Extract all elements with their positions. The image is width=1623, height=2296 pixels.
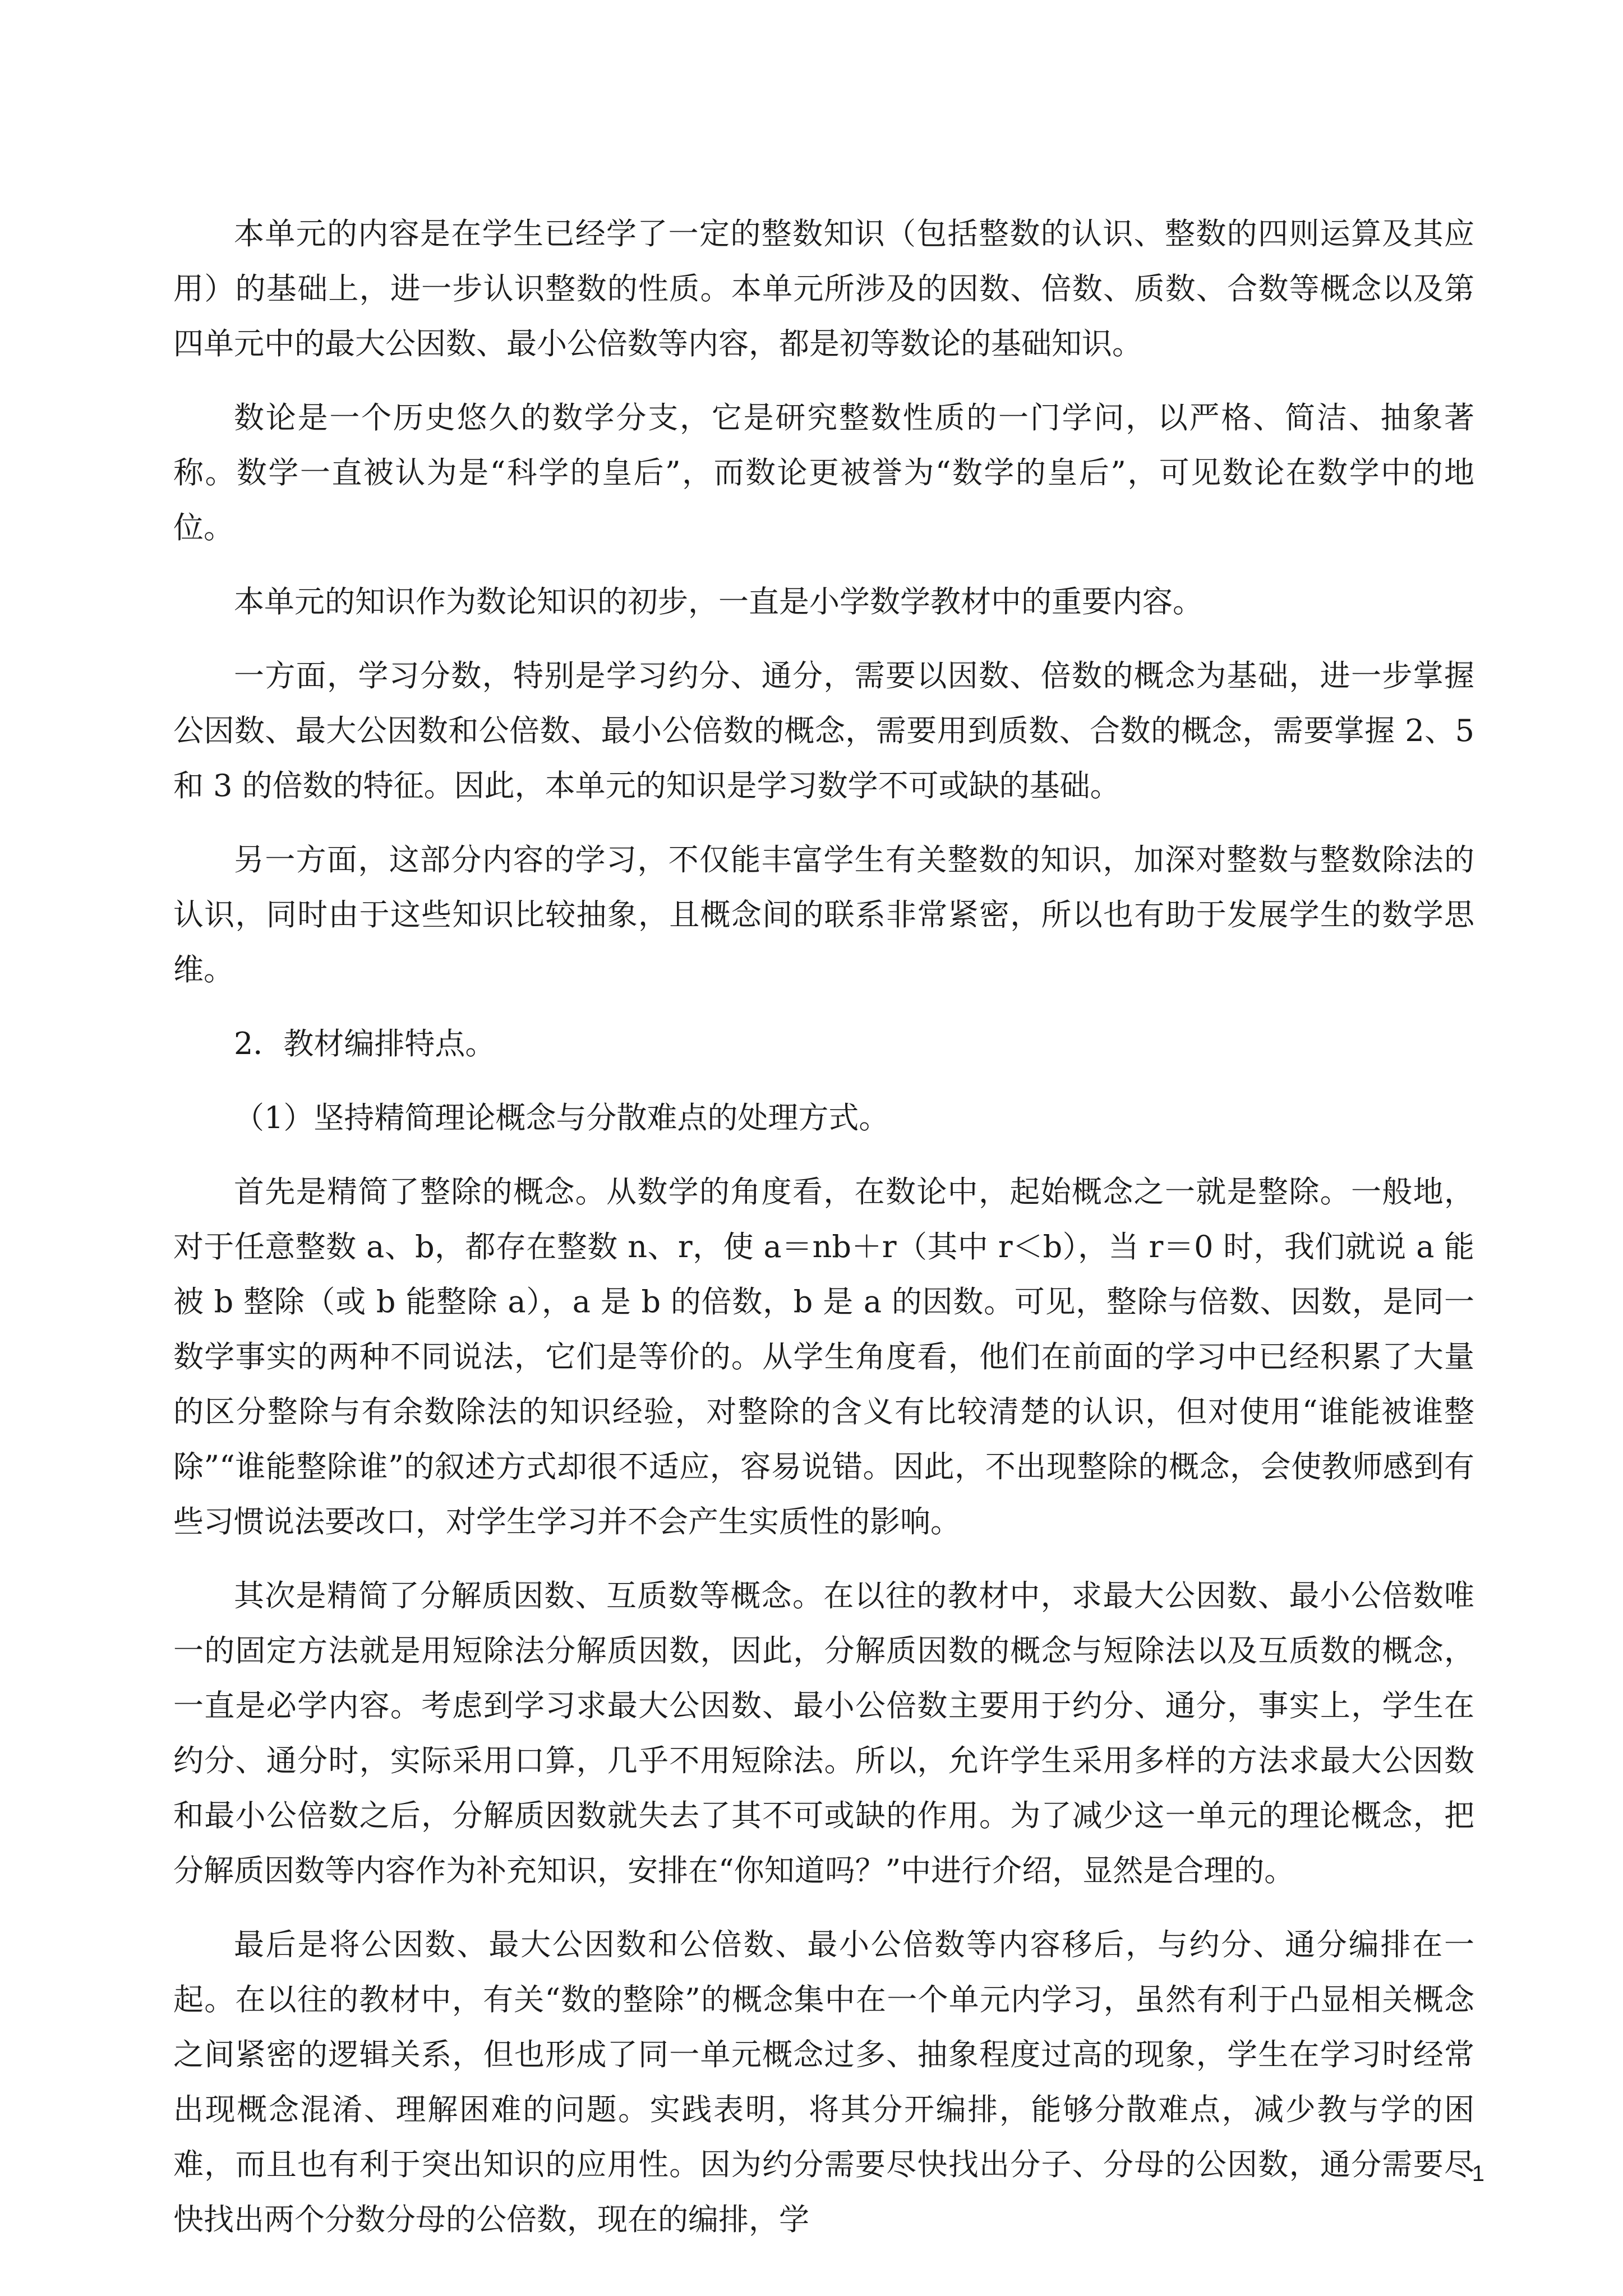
paragraph-second-simplify: 其次是精简了分解质因数、互质数等概念。在以往的教材中，求最大公因数、最小公倍数唯一的固定方法就是用短除法分解质因数，因此，分解质因数的概念与短除法以及互质数的概念，一直是必学内容。考虑到学习求最大公因数、最小公倍数主要用于约分、通分，事实上，学生在约分、通分时，实际采用口算，几乎不用短除法。所以，允许学生采用多样的方法求最大公因数和最小公倍数之后，分解质因数就失去了其不可或缺的作用。为了减少这一单元的理论概念，把分解质因数等内容作为补充知识，安排在“你知道吗？”中进行介绍，显然是合理的。 xyxy=(173,1578,1474,1888)
document-body xyxy=(173,206,1474,2266)
paragraph-unit-knowledge: 本单元的知识作为数论知识的初步，一直是小学数学教材中的重要内容。 xyxy=(234,584,1203,619)
paragraph-one-aspect: 一方面，学习分数，特别是学习约分、通分，需要以因数、倍数的概念为基础，进一步掌握公因数、最大公因数和公倍数、最小公倍数的概念，需要用到质数、合数的概念，需要掌握 2、5 和 3 的倍数的特征。因此，本单元的知识是学习数学不可或缺的基础。 xyxy=(173,658,1474,803)
paragraph-intro: 本单元的内容是在学生已经学了一定的整数知识（包括整数的认识、整数的四则运算及其应用）的基础上，进一步认识整数的性质。本单元所涉及的因数、倍数、质数、合数等概念以及第四单元中的最大公因数、最小公倍数等内容，都是初等数论的基础知识。 xyxy=(173,216,1474,361)
page-number: 1 xyxy=(1472,2161,1484,2186)
subsection-heading: （1）坚持精简理论概念与分散难点的处理方式。 xyxy=(234,1100,889,1135)
paragraph-last-rearrange: 最后是将公因数、最大公因数和公倍数、最小公倍数等内容移后，与约分、通分编排在一起。在以往的教材中，有关“数的整除”的概念集中在一个单元内学习，虽然有利于凸显相关概念之间紧密的逻辑关系，但也形成了同一单元概念过多、抽象程度过高的现象，学生在学习时经常出现概念混淆、理解困难的问题。实践表明，将其分开编排，能够分散难点，减少教与学的困难，而且也有利于突出知识的应用性。因为约分需要尽快找出分子、分母的公因数，通分需要尽快找出两个分数分母的公倍数，现在的编排，学 xyxy=(173,1927,1474,2237)
section-heading: 2．教材编排特点。 xyxy=(234,1026,496,1061)
paragraph-other-aspect: 另一方面，这部分内容的学习，不仅能丰富学生有关整数的知识，加深对整数与整数除法的认识，同时由于这些知识比较抽象，且概念间的联系非常紧密，所以也有助于发展学生的数学思维。 xyxy=(173,842,1474,987)
paragraph-number-theory: 数论是一个历史悠久的数学分支，它是研究整数性质的一门学问，以严格、简洁、抽象著称。数学一直被认为是“科学的皇后”，而数论更被誉为“数学的皇后”，可见数论在数学中的地位。 xyxy=(173,400,1474,545)
paragraph-first-simplify: 首先是精简了整除的概念。从数学的角度看，在数论中，起始概念之一就是整除。一般地，对于任意整数 a、b，都存在整数 n、r，使 a＝nb＋r（其中 r＜b），当 r＝0 时，我们就说 a 能被 b 整除（或 b 能整除 a），a 是 b 的倍数，b 是 a 的因数。可见，整除与倍数、因数，是同一数学事实的两种不同说法，它们是等价的。从学生角度看，他们在前面的学习中已经积累了大量的区分整除与有余数除法的知识经验，对整除的含义有比较清楚的认识，但对使用“谁能被谁整除”“谁能整除谁”的叙述方式却很不适应，容易说错。因此，不出现整除的概念，会使教师感到有些习惯说法要改口，对学生学习并不会产生实质性的影响。 xyxy=(173,1174,1474,1539)
